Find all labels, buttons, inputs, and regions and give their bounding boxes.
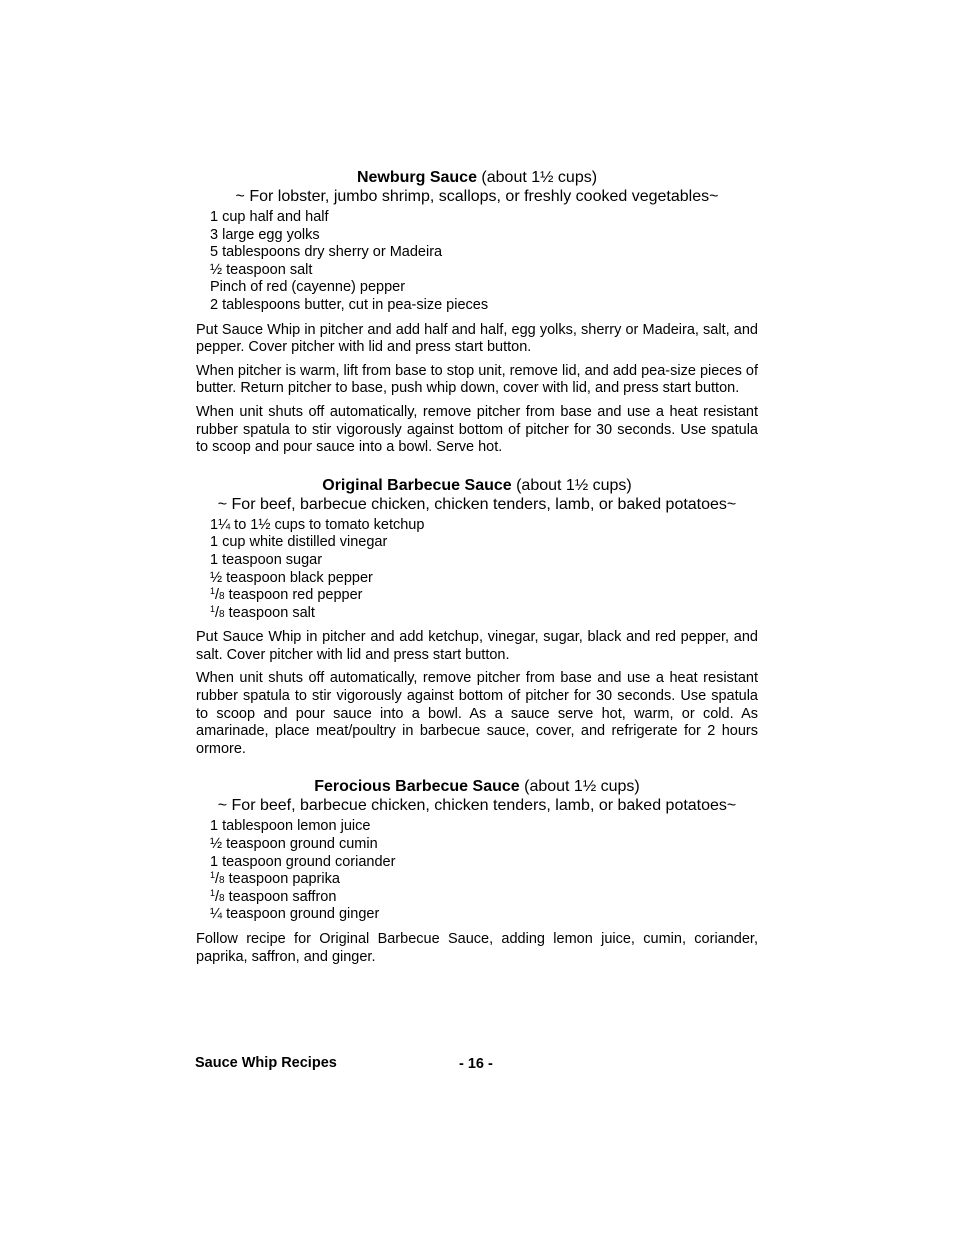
fraction-denominator: 8 xyxy=(219,591,225,603)
ingredient-item: 5 tablespoons dry sherry or Madeira xyxy=(210,244,443,261)
recipe-newburg-sauce xyxy=(196,168,758,457)
recipe-yield: (about 1½ cups) xyxy=(476,169,598,186)
fraction-denominator: 8 xyxy=(219,892,225,904)
ingredient-text: teaspoon saffron xyxy=(224,888,337,905)
recipe-title: Original Barbecue Sauce xyxy=(322,476,512,494)
ingredient-text: teaspoon red pepper xyxy=(224,587,363,604)
recipe-title-line xyxy=(196,777,758,796)
instruction-paragraph: Put Sauce Whip in pitcher and add half and half, egg yolks, sherry or Madeira, salt, and pepper. Cover pitcher with lid and press start button. xyxy=(196,321,758,356)
ingredient-item: ¼ teaspoon ground ginger xyxy=(210,906,380,923)
ingredient-item: 1¼ to 1½ cups to tomato ketchup xyxy=(210,516,425,533)
ingredient-item: 1 teaspoon sugar xyxy=(210,551,323,568)
recipe-ferocious-barbecue-sauce xyxy=(196,777,758,966)
recipe-title: Ferocious Barbecue Sauce xyxy=(314,778,520,796)
fraction-numerator: 1 xyxy=(210,887,216,898)
ingredient-text: teaspoon paprika xyxy=(224,871,340,888)
ingredient-item: $^1$/8 teaspoon saffron xyxy=(210,887,337,905)
ingredient-item: $^1$/8 teaspoon salt xyxy=(210,603,315,621)
ingredient-item: 2 tablespoons butter, cut in pea-size pieces xyxy=(210,296,489,313)
recipe-yield: (about 1½ cups) xyxy=(519,778,640,796)
fraction-numerator: 1 xyxy=(210,586,216,597)
recipe-original-barbecue-sauce xyxy=(196,476,758,759)
ingredient-list xyxy=(196,818,758,924)
fraction-denominator: 8 xyxy=(219,875,225,887)
ingredient-item: ½ teaspoon salt xyxy=(210,261,313,278)
ingredient-item: ½ teaspoon ground cumin xyxy=(210,836,378,853)
ingredient-item: $^1$/8 teaspoon red pepper xyxy=(210,586,363,604)
footer-book-title: Sauce Whip Recipes xyxy=(195,1055,337,1071)
instruction-paragraph: When unit shuts off automatically, remove pitcher from base and use a heat resistant rubber spatula to stir vigorously against bottom of pitcher for 30 seconds. Use spatula to scoop and pour sauce into a bowl. Serve hot. xyxy=(196,403,758,456)
recipe-subtitle: ~ For lobster, jumbo shrimp, scallops, or freshly cooked vegetables~ xyxy=(235,188,719,205)
ingredient-item: Pinch of red (cayenne) pepper xyxy=(210,279,406,296)
page-content xyxy=(196,168,758,966)
ingredient-item: ½ teaspoon black pepper xyxy=(210,569,373,586)
recipe-yield: (about 1½ cups) xyxy=(511,476,632,494)
instruction-paragraph: When unit shuts off automatically, remove pitcher from base and use a heat resistant rubber spatula to stir vigorously against bottom of pitcher for 30 seconds. Use spatula to scoop and pour sauce into a bowl. As a sauce serve hot, warm, or cold. As amarinade, place meat/poultry in barbecue sauce, cover, and refrigerate for 2 hours ormore. xyxy=(196,670,758,757)
recipe-title-line xyxy=(196,168,758,187)
fraction-numerator: 1 xyxy=(210,603,216,614)
page-number: - 16 - xyxy=(459,1056,493,1072)
recipe-subtitle: ~ For beef, barbecue chicken, chicken tenders, lamb, or baked potatoes~ xyxy=(217,495,737,513)
recipe-subtitle: ~ For beef, barbecue chicken, chicken tenders, lamb, or baked potatoes~ xyxy=(217,797,737,815)
ingredient-text: teaspoon salt xyxy=(224,604,315,621)
instruction-paragraph: Follow recipe for Original Barbecue Sauce, adding lemon juice, cumin, coriander, paprika, saffron, and ginger. xyxy=(196,931,758,965)
ingredient-item: 1 teaspoon ground coriander xyxy=(210,853,396,870)
ingredient-list xyxy=(196,517,758,623)
fraction-denominator: 8 xyxy=(219,608,225,620)
instruction-paragraph: Put Sauce Whip in pitcher and add ketchup, vinegar, sugar, black and red pepper, and salt. Cover pitcher with lid and press start button. xyxy=(196,629,758,663)
ingredient-item: 1 tablespoon lemon juice xyxy=(210,818,371,835)
ingredient-item: $^1$/8 teaspoon paprika xyxy=(210,870,340,888)
ingredient-item: 1 cup white distilled vinegar xyxy=(210,534,388,551)
fraction-numerator: 1 xyxy=(210,870,216,881)
ingredient-list xyxy=(196,209,758,315)
ingredient-item: 1 cup half and half xyxy=(210,209,329,225)
instruction-paragraph: When pitcher is warm, lift from base to stop unit, remove lid, and add pea-size pieces of butter. Return pitcher to base, push whip down, cover with lid, and press start button. xyxy=(196,362,758,397)
ingredient-item: 3 large egg yolks xyxy=(210,226,320,243)
recipe-title-line xyxy=(196,476,758,495)
recipe-title: Newburg Sauce xyxy=(356,169,477,186)
